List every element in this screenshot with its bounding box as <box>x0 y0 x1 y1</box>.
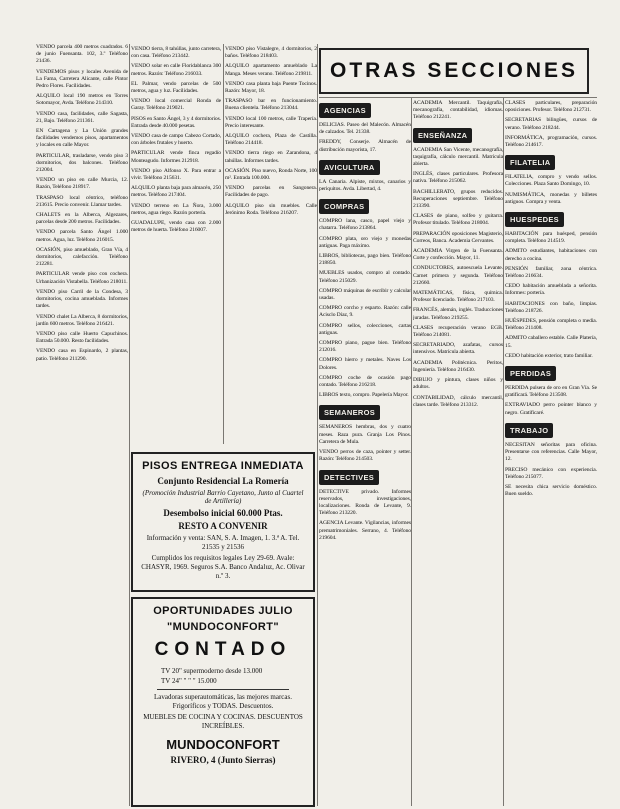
ad-requirements: Cumplidos los requisitos legales Ley 29-69. Avale: CHASYR, 1969. Seguros S.A. Banco Andaluz, Ac. Olivar n.º 3. <box>141 554 305 580</box>
section-header-ensenanza: ENSEÑANZA <box>413 128 472 143</box>
divider <box>157 689 289 690</box>
ad-item: VENDO tierra, 8 tahúllas, junto carretera, con casa. Teléfono 213442. <box>131 46 221 60</box>
ad-item: VENDO parcelas en Sangonera. Facilidades de pago. <box>225 185 317 199</box>
ad-item: CEDO habitación exterior, trato familiar. <box>505 352 593 359</box>
ad-item: VENDO piso calle Huerto Capuchinos. Entrada 50.000. Resto facilidades. <box>36 330 128 345</box>
ad-item: COMPRO plata, oro viejo y monedas antiguas. Paga máximo. <box>319 235 411 249</box>
ad-note-appliances: Lavadoras superautomáticas, las mejores marcas. Frigoríficos y TODAS. Descuentos. <box>153 693 292 710</box>
ad-item: CONTABILIDAD, cálculo mercantil, clases tarde. Teléfono 213312. <box>413 394 503 408</box>
section-header-huespedes: HUESPEDES <box>505 212 564 227</box>
ad-item: COMPRO sellos, colecciones, cartas antiguas. <box>319 322 411 336</box>
ad-down-payment: Desembolso inicial 60.000 Ptas. <box>163 508 283 518</box>
ad-item: VENDO casa planta baja Puente Tocinos. Razón: Mayor, 18. <box>225 80 317 95</box>
ad-item: CONDUCTORES, autoescuela Levante. Carnet primera y segunda. Teléfono 212660. <box>413 265 503 286</box>
ad-item: DIBUJO y pintura, clases niños y adultos. <box>413 377 503 391</box>
ad-brand-quoted: "MUNDOCONFORT" <box>167 621 279 633</box>
ad-item: HABITACIÓN para huésped, pensión completa. Teléfono 214519. <box>505 231 597 245</box>
ad-item-tv24: TV 24" " " " 15.000 <box>161 676 217 685</box>
ad-item: TRASPASO bar en funcionamiento. Buena clientela. Teléfono 213044. <box>225 98 317 112</box>
ad-item: ACADEMIA Politécnica. Peritos, Ingeniería. Teléfono 216430. <box>413 359 503 373</box>
ad-title: OPORTUNIDADES JULIO <box>153 605 293 617</box>
ad-item: DELICIAS. Paseo del Malecón. Almacén de calzados. Tel. 21338. <box>319 122 411 136</box>
ad-contact: Información y venta: SAN, S. A. Imagen, 1. 3.ª A. Tel. 21535 y 21536 <box>146 534 300 551</box>
column-rule <box>503 98 504 806</box>
ad-item: ACADEMIA San Vicente, mecanografía, taquigrafía, cálculo mercantil. Matrícula abierta. <box>413 146 503 168</box>
ad-item: LA Canaria. Alpiste, mixtos, canarios y periquitos. Avda. Libertad, 4. <box>319 178 411 193</box>
ad-item: VENDO parcela 400 metros cuadrados. 6 de junio Fuensanta. 102, 3.º Teléfono 21436. <box>36 44 128 65</box>
display-ad-mundoconfort <box>131 597 315 807</box>
ad-title: PISOS ENTREGA INMEDIATA <box>142 460 304 472</box>
ad-item: PISOS en Santo Ángel, 3 y 4 dormitorios. Entrada desde 40.000 pesetas. <box>131 115 221 129</box>
ad-item: COMPRO piano, pague bien. Teléfono 212016. <box>319 340 411 354</box>
ad-item: INGLÉS, clases particulares. Profesora nativa. Teléfono 215062. <box>413 171 503 185</box>
ad-item: EXTRAVIADO perro pointer blanco y negro. Gratificaré. <box>505 402 597 416</box>
ad-item: HUÉSPEDES, pensión completa o media. Teléfono 211408. <box>505 318 597 332</box>
column-rule <box>223 44 224 444</box>
ad-item: SEMANEROS hembras, dos y cuatro meses. Raza pura. Granja Los Pinos. Carretera de Mula. <box>319 424 411 445</box>
ad-item: OCASIÓN. Piso nuevo, Ronda Norte, 100 m². Entrada 100.000. <box>225 167 317 182</box>
ad-item: PENSIÓN familiar, zona céntrica. Teléfono 216634. <box>505 265 597 280</box>
ad-item: ALQUILO piso sin muebles. Calle Jerónimo Roda. Teléfono 216207. <box>225 202 317 216</box>
ad-item: PREPARACIÓN oposiciones Magisterio, Correos, Banca. Academia Cervantes. <box>413 230 503 244</box>
classifieds-column-3 <box>225 46 317 406</box>
ad-item: COMPRO máquinas de escribir y calcular usadas. <box>319 287 411 302</box>
ad-item: CLASES particulares, preparación oposiciones. Profesor. Teléfono 212731. <box>505 100 597 114</box>
section-rule <box>319 97 597 98</box>
ad-item: ALQUILO apartamento amueblado La Manga. Meses verano. Teléfono 219811. <box>225 63 317 77</box>
ad-item: PARTICULAR vende piso con cochera. Urbanización Vistabella. Teléfono 218011. <box>36 271 128 285</box>
ad-item: VENDO piso Carril de la Condesa, 3 dormitorios, cocina amueblada. Informes tardes. <box>36 288 128 310</box>
section-title: OTRAS SECCIONES <box>329 59 579 82</box>
ad-item: VENDO un piso en calle Murcia, 12. Razón, Teléfono 218917. <box>36 177 128 191</box>
ad-item: ADMITO caballero estable. Calle Platería, 15. <box>505 335 597 349</box>
ad-item: VENDO piso Alfonso X. Para entrar a vivir. Teléfono 215631. <box>131 167 221 182</box>
classifieds-column-1 <box>36 44 128 806</box>
ad-item: CLASES de piano, solfeo y guitarra. Profesor titulado. Teléfono 218004. <box>413 213 503 227</box>
column-rule <box>411 98 412 806</box>
section-header-trabajo: TRABAJO <box>505 423 553 438</box>
ad-item: FRANCÉS, alemán, inglés. Traducciones juradas. Teléfono 219255. <box>413 307 503 321</box>
ad-item: SE necesita chica servicio doméstico. Buen sueldo. <box>505 483 597 498</box>
section-header-avicultura: AVICULTURA <box>319 160 380 175</box>
ad-item: ACADEMIA Mercantil. Taquigrafía, mecanografía, contabilidad, idiomas. Teléfono 212241. <box>413 100 503 121</box>
section-header-perdidas: PERDIDAS <box>505 366 556 381</box>
section-header-compras: COMPRAS <box>319 199 369 214</box>
ad-item: OCASIÓN, piso amueblado, Gran Vía, 4 dormitorios, calefacción. Teléfono 212281. <box>36 246 128 268</box>
classifieds-column-4 <box>319 100 411 806</box>
column-rule <box>129 44 130 806</box>
ad-item: TRASPASO local céntrico, teléfono 213615. Precio convenir. Llamar tardes. <box>36 194 128 208</box>
ad-item: GUADALUPE, vendo casa con 2.000 metros de huerta. Teléfono 216007. <box>131 220 221 234</box>
ad-item-tv20: TV 20" supermoderno desde 13.000 <box>161 667 263 675</box>
ad-item: VENDO casa, facilidades, calle Sagasta, 21, Bajo. Teléfono 211361. <box>36 110 128 124</box>
ad-item: ALQUILO local 190 metros en Torres Sotomayor, Avda. Teléfono 214310. <box>36 93 128 107</box>
ad-subtitle: Conjunto Residencial La Romería <box>157 476 289 486</box>
display-ad-pisos <box>131 452 315 592</box>
ad-item: VENDO piso Vistalegre, 4 dormitorios, 2 baños. Teléfono 218403. <box>225 46 317 60</box>
ad-item: DETECTIVE privado. Informes reservados, investigaciones, localizaciones. Ronda de Levante, 9. Teléfono 213220. <box>319 488 411 517</box>
ad-item: PRECISO mecánico con experiencia. Teléfono 215077. <box>505 466 597 480</box>
ad-item: INFORMÁTICA, programación, cursos. Teléfono 214617. <box>505 134 597 149</box>
ad-brand: MUNDOCONFORT <box>166 737 280 752</box>
ad-item: PARTICULAR, trasladarse, vendo piso 3 dormitorios, dos balcones. Teléfono 212004. <box>36 152 128 174</box>
ad-item: VENDO casa de campo Cabezo Cortado, con árboles frutales y huerto. <box>131 133 221 147</box>
ad-item: ALQUILO cochera, Plaza de Castilla. Teléfono 214418. <box>225 133 317 147</box>
ad-item: VENDO local comercial Ronda de Garay. Teléfono 219021. <box>131 98 221 112</box>
ad-item: ALQUILO planta baja para almacén, 250 metros. Teléfono 217404. <box>131 185 221 199</box>
ad-note-kitchens: MUEBLES DE COCINA Y COCINAS. DESCUENTOS INCREÍBLES. <box>143 713 303 730</box>
ad-item: PARTICULAR vende finca regadío Monteagudo. Informes 212918. <box>131 150 221 164</box>
column-rule <box>317 44 318 806</box>
section-header-detectives: DETECTIVES <box>319 470 379 485</box>
ad-item: VENDO parcela Santo Ángel 1.000 metros. Agua, luz. Teléfono 216015. <box>36 229 128 243</box>
ad-address: RIVERO, 4 (Junto Sierras) <box>170 755 276 765</box>
ad-item: MUEBLES usados, compro al contado. Teléfono 215029. <box>319 270 411 284</box>
ad-item: VENDEMOS pisos y locales Avenida de La Fama, Carretera Alicante, calle Pintor Pedro Flores. Facilidades. <box>36 68 128 90</box>
ad-item: MATEMÁTICAS, física, química. Profesor licenciado. Teléfono 217103. <box>413 290 503 304</box>
ad-item: CHALETS en la Alberca, Algezares, parcelas desde 200 metros. Facilidades. <box>36 212 128 226</box>
ad-item: FILATELIA, compro y vendo sellos. Colecciones. Plaza Santo Domingo, 10. <box>505 174 597 188</box>
section-header-filatelia: FILATELIA <box>505 155 555 170</box>
classifieds-column-5 <box>413 100 503 806</box>
ad-item: SECRETARIADO, azafatas, cursos intensivos. Matrícula abierta. <box>413 342 503 356</box>
ad-item: VENDO local 100 metros, calle Trapería. Precio interesante. <box>225 115 317 129</box>
classifieds-column-2 <box>131 46 221 352</box>
ad-item: VENDO solar en calle Floridablanca 300 metros. Razón: Teléfono 216033. <box>131 63 221 77</box>
ad-item: COMPRO corcho y esparto. Razón: calle Acisclo Díaz, 9. <box>319 305 411 319</box>
ad-item: SECRETARIAS bilingües, cursos de verano. Teléfono 218244. <box>505 117 597 131</box>
ad-item: NUMISMÁTICA, monedas y billetes antiguos. Compra y venta. <box>505 191 597 205</box>
ad-promotion: (Promoción Industrial Barrio Cayetano, Junto al Cuartel de Artillería) <box>142 489 304 505</box>
ad-item: EL Palmar, vendo parcelas de 500 metros, agua y luz. Facilidades. <box>131 80 221 95</box>
ad-item: VENDO terreno en La Ñora, 3.000 metros, agua riego. Razón portería. <box>131 202 221 216</box>
ad-item: VENDO casa en Espinardo, 2 plantas, patio. Teléfono 211290. <box>36 348 128 362</box>
ad-item: AGENCIA Levante. Vigilancias, informes prematrimoniales. Serrano, 4. Teléfono 219604. <box>319 520 411 541</box>
ad-item: PERDIDA pulsera de oro en Gran Vía. Se gratificará. Teléfono 213508. <box>505 385 597 399</box>
ad-item: CEDO habitación amueblada a señorita. Informes: portería. <box>505 283 597 297</box>
ad-rest: RESTO A CONVENIR <box>178 521 268 531</box>
ad-item: ACADEMIA Virgen de la Fuensanta. Corte y confección. Mayor, 11. <box>413 248 503 262</box>
ad-item: LIBROS, bibliotecas, pago bien. Teléfono 218850. <box>319 253 411 267</box>
ad-item: NECESITAN señoritas para oficina. Presentarse con referencias. Calle Mayor, 12. <box>505 441 597 463</box>
section-header-agencias: AGENCIAS <box>319 103 371 118</box>
ad-item: COMPRO coche de ocasión pago contado. Teléfono 216218. <box>319 374 411 389</box>
ad-item: FREDDY, Conserje. Almacén de distribución mayorista, 17. <box>319 139 411 153</box>
ad-item: BACHILLERATO, grupos reducidos. Recuperaciones septiembre. Teléfono 213390. <box>413 188 503 210</box>
otras-secciones-banner <box>319 48 589 94</box>
ad-item: VENDO perros de caza, pointer y setter. Razón: Teléfono 214503. <box>319 449 411 463</box>
ad-cash: CONTADO <box>154 639 292 660</box>
ad-item: ADMITO estudiantes, habitaciones con derecho a cocina. <box>505 248 597 262</box>
ad-item: VENDO chalet La Alberca, 8 dormitorios, jardín 600 metros. Teléfono 216421. <box>36 313 128 327</box>
ad-item: COMPRO hierro y metales. Naves Los Dolores. <box>319 357 411 371</box>
classifieds-column-6 <box>505 100 597 806</box>
ad-item: COMPRO lana, casco, papel viejo y chatarra. Teléfono 213864. <box>319 218 411 232</box>
ad-item: LIBROS texto, compro. Papelería Mayor. <box>319 392 409 399</box>
section-header-semaneros: SEMANEROS <box>319 405 380 420</box>
ad-item: CLASES recuperación verano EGB. Teléfono 214081. <box>413 324 503 339</box>
ad-item: VENDO tierra riego en Zarandona, 4 tahúllas. Informes tardes. <box>225 150 317 164</box>
ad-item: HABITACIONES con baño, limpias. Teléfono 218726. <box>505 300 597 314</box>
ad-item: EN Cartagena y La Unión grandes facilidades vendemos pisos, apartamentos y locales en calle Mayor. <box>36 128 128 149</box>
